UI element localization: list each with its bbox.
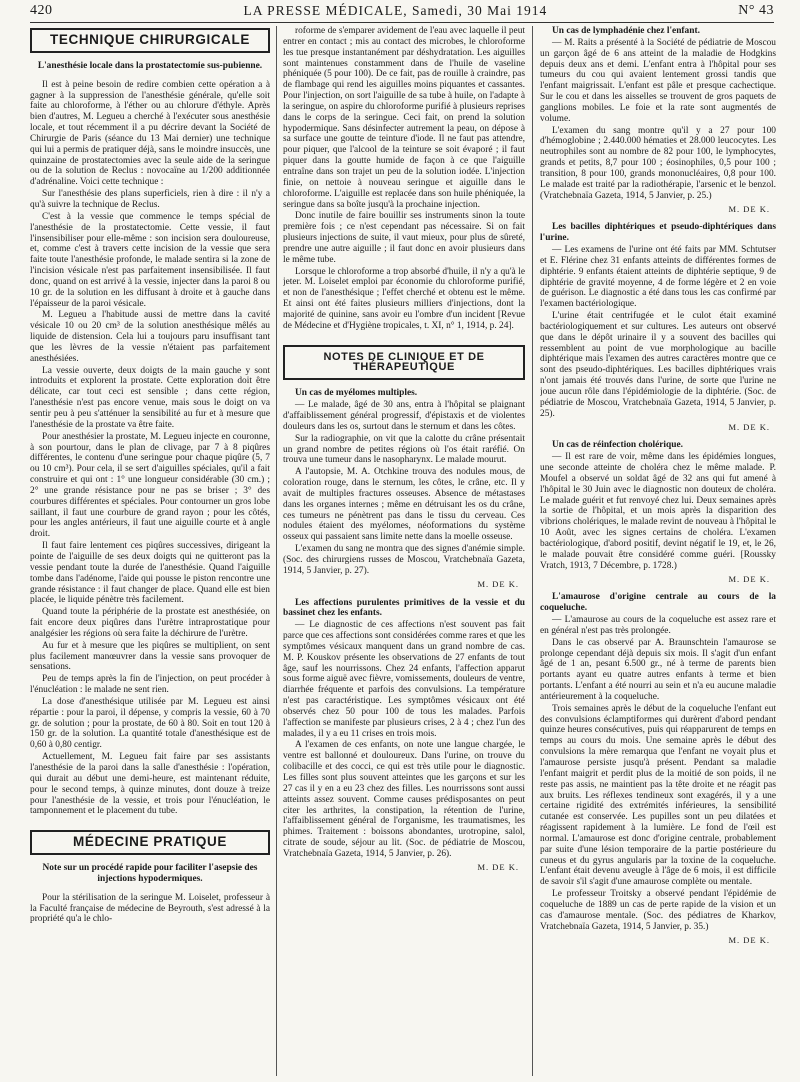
paragraph: — M. Raits a présenté à la Société de pédiatrie de Moscou un garçon âgé de 6 ans atteint de la maladie de Hodgkins depuis deux ans et demi. L'enfant entra à l'hôpital pour ses tumeurs du cou qui avaient lentement grossi tandis que l'enfant maigrissait. L'enfant est pâle et presque cachectique. Sur le cou et dans les aisselles se trouvent de gros paquets de ganglions mobiles. Le foie et la rate sont augmentés de volume. [540,37,776,124]
article-body [283,26,525,332]
article-body [283,400,525,577]
paragraph: Donc inutile de faire bouillir ses instruments sinon la toute première fois ; ce n'est cependant pas nécessaire. Si on fait plusieurs injections de suite, il vaut mieux, pour plus de sûreté, prendre une autre aiguille ; il faut donc en avoir plusieurs dans le même tube. [283,211,525,265]
paragraph: roforme de s'emparer avidement de l'eau avec laquelle il peut entrer en contact ; mis au contact des microbes, le chloroforme les tue presque instantanément par déshydratation. Les aiguilles sont maintenues constamment dans de l'huile de vaseline phéniquée (5 pour 100). De ce fait, pas de rouille à craindre, pas de flambage qui rend les aiguilles moins piquantes et cassantes. Pour l'injection, on sort l'aiguille de sa tube à huile, on l'adapte à la seringue, on aspire du chloroforme purifié à plusieurs reprises dans le corps de la seringue. Ceci fait, on prend la solution hypodermique. Sans désinfecter autrement la peau, on dépose à sa surface une goutte de teinture d'iode. Il ne faut pas attendre, pour piquer, que l'alcool de la teinture se soit évaporé ; il faut piquer dans la goutte humide de façon à ce que l'aiguille entraîne dans son trajet un peu de la solution iodée. L'injection finie, on nettoie à nouveau seringue et aiguille dans le chloroforme. L'aiguille est replacée dans son huile phéniquée, la seringue dans sa boîte jusqu'à la prochaine injection. [283,26,525,210]
column-1 [30,26,270,1076]
paragraph: Il faut faire lentement ces piqûres successives, dirigeant la pointe de l'aiguille de ses deux doigts qui ne quitteront pas la vessie pendant toute la durée de l'anesthésie. Quand l'aiguille tombe dans l'adénome, l'aide qui pousse le piston rencontre une grande résistance : il faut changer de place. Quand elle est bien placée, le liquide pénètre très facilement. [30,541,270,606]
article-run-in-title: Un cas de lymphadénie chez l'enfant. [552,26,700,36]
author-signature: M. DE K. [728,934,770,945]
paragraph: — L'amaurose au cours de la coqueluche est assez rare et en général n'est pas très prolongée. [540,615,776,636]
paragraph: Pour la stérilisation de la seringue M. Loiselet, professeur à la Faculté française de médecine de Beyrouth, s'est adressé à la propriété qu'a le chlo- [30,892,270,925]
column-3 [540,26,776,1076]
column-divider [532,26,533,1076]
paragraph: La dose d'anesthésique utilisée par M. Legueu est ainsi répartie : pour la paroi, il dépense, y compris la vessie, 60 à 70 gr. de solution ; pour la prostate, de 60 à 80. Soit en tout 120 à 150 gr. de la solution. La quantité totale d'anesthésique est de 0,60 à 0,80 centigr. [30,696,270,751]
paragraph: — Le malade, âgé de 30 ans, entra à l'hôpital se plaignant d'affaiblissement général progressif, d'épistaxis et de violentes douleurs dans les os, surtout dans le sternum et dans les côtes. [283,400,525,432]
author-signature: M. DE K. [728,203,770,214]
issue-number: N° 43 [738,3,774,18]
article-run-in-title: Un cas de myélomes multiples. [295,388,418,399]
article-run-in-title: L'amaurose d'origine centrale au cours de la coqueluche. [540,592,776,614]
article-title: Note sur un procédé rapide pour faciliter l'asepsie des injections hypodermiques. [42,863,258,884]
paragraph: Trois semaines après le début de la coqueluche l'enfant eut des convulsions éclamptiformes qui durèrent d'abord pendant quinze heures consécutives, puis qui réapparurent de temps en temps au cours du mois. Une semaine après le début des convulsions la mère remarqua que l'enfant ne voyait plus et l'amaurose persiste jusqu'à présent. Pendant sa maladie l'enfant maigrit et perdit plus de la moitié de son poids, il ne reste pas assis, ne maintient pas la tête droite et ne réagit pas aux bruits. Les réflexes tendineux sont exagérés, il y a une certaine rigidité des extrémités inférieures, la sensibilité cutanée est conservée. Les pupilles sont un peu dilatées et réagissent rapidement à la lumière. Le fond de l'œil est normal. L'amaurose est donc d'origine centrale, probablement par suite d'une lésion temporaire de la partie postérieure du cuneus et du gyrus angularis par la toxine de la coqueluche. L'enfant était devenu aveugle à l'âge de 6 mois, il est difficile de savoir s'il s'agit d'une amaurose complète ou mentale. [540,703,776,888]
author-signature: M. DE K. [477,578,519,589]
column-2 [283,26,525,1076]
article-body [30,893,270,926]
article-body [283,620,525,860]
article-body [30,80,270,818]
paragraph: Sur la radiographie, on vit que la calotte du crâne présentait un grand nombre de petites régions où l'os était raréfié. On trouva une tumeur dans le nasopharynx. Le malade mourut. [283,433,525,466]
article-run-in-title: Les bacilles diphtériques et pseudo-diphtériques dans l'urine. [540,222,776,244]
article-title: L'anesthésie locale dans la prostatectomie sus-pubienne. [37,60,263,71]
paragraph: La vessie ouverte, deux doigts de la main gauche y sont introduits et explorent la prostate. Cette exploration doit être délicate, car tout ceci est sensible ; dans cette région, l'anesthésie n'est pas encore venue, mais sous le doigt on va sentir peu à peu s'atténuer la sensibilité au fur et à mesure que l'anesthésie de la prostate va être faite. [30,365,270,430]
section-title: TECHNIQUE CHIRURGICALE [30,28,270,53]
paragraph: — Le diagnostic de ces affections n'est souvent pas fait parce que ces affections sont considérées comme rares et que les symptômes vésicaux manquent dans un grand nombre de cas. M. P. Kouskov présente les observations de 27 enfants de tout âge, sauf les nourrissons. Chez 24 enfants, l'affection apparut sous forme aiguë avec fièvre, vomissements, douleurs de ventre, diarrhée fréquente et parfois des convulsions. La température n'est pas caractéristique. Les symptômes vésicaux ont été observés chez 50 pour 100 de tous les malades. Parfois l'affection se manifeste par plusieurs crises, 2 à 4 ; chez l'un des malades, il y a eu 11 crises en trois mois. [283,620,525,739]
article-run-in-title: Les affections purulentes primitives de la vessie et du bassinet chez les enfants. [283,597,525,619]
paragraph: Il est à peine besoin de redire combien cette opération a à gagner à la suppression de l'anesthésie générale, qu'elle soit faite au chloroforme, à l'éther ou au chlorure d'éthyle. Après bien d'autres, M. Legueu a cherché à l'exécuter sous anesthésie locale, et tout récemment il a pu décrire devant la Société de Chirurgie de Paris (séance du 13 Mai dernier) une technique qui lui a permis de pratiquer déjà, sans le moindre insuccès, une quinzaine de prostatectomies avec la seule aide de la seringue ou de la solution de Reclus : novocaïne au 1/200 additionnée d'adrénaline. Voici cette technique : [30,79,270,188]
paragraph: C'est à la vessie que commence le temps spécial de l'anesthésie de la prostatectomie. Cette vessie, il faut l'insensibiliser pour elle-même : son incision sera douloureuse, et, comme c'est à travers cette incision de la vessie que sera faite toute l'anesthésie profonde, le malade sentira si la zone de l'incision vésicale n'est pas parfaitement insensibilisée. Il faut donc, quand on est arrivé à la vessie, injecter dans la paroi 8 ou 10 gr. de la solution en les diffusant à droite et à gauche dans l'épaisseur de la paroi vésicale. [30,211,270,309]
author-signature: M. DE K. [477,861,519,872]
author-signature: M. DE K. [728,421,770,432]
page-number: 420 [30,3,53,18]
paragraph: Le professeur Troitsky a observé pendant l'épidémie de coqueluche de 1889 un cas de perte rapide de la vision et un cas d'amaurose mentale. (Soc. des pédiatres de Kharkov, Vratchebnaïa Gazeta, 1914, 5 Janvier, p. 35.) [540,889,776,932]
paragraph: Au fur et à mesure que les piqûres se multiplient, on sent plus facilement manœuvrer dans la vessie sans provoquer de sensations. [30,640,270,673]
article-body [540,615,776,932]
article-body [540,38,776,202]
paragraph: M. Legueu a l'habitude aussi de mettre dans la cavité vésicale 10 ou 20 cm³ de la solution anesthésique mêlés au liquide de distension. Cela lui a toujours paru insuffisant tant que les lèvres de la vessie n'étaient pas parfaitement anesthésiées. [30,310,270,364]
section-title: NOTES DE CLINIQUE ET DE THÉRAPEUTIQUE [283,345,525,381]
paragraph: Dans le cas observé par A. Braunschtein l'amaurose se prolonge cependant déjà depuis six mois. Il s'agit d'un enfant âgé de 1 an, pesant 6.500 gr., né à terme de parents bien portants ayant eu quatre autres enfants à terme et bien portants. L'enfant a été nourri au sein et n'a eu aucune maladie antérieurement à la coqueluche. [540,637,776,702]
column-divider [276,26,277,1076]
paragraph: A l'autopsie, M. A. Otchkine trouva des nodules mous, de coloration rouge, dans le sternum, les côtes, le crâne, etc. Il y avait de multiples fractures osseuses. Absence de métastases dans les organes internes ; même en détruisant les os du crâne, ces tumeurs ne pénètrent pas dans le tissu du cerveau. Ces nodules étaient des myélomes, néoformations du système osseux qui passaient sans limite nette dans la moelle osseuse. [283,467,525,543]
article-body [540,452,776,571]
paragraph: — Il est rare de voir, même dans les épidémies longues, une seconde atteinte de choléra chez le même malade. P. Moufel a observé un soldat âgé de 32 ans qui fut amené à l'hôpital le 30 Juin avec le diagnostic non douteux de choléra. Le malade guérit et fut renvoyé chez lui. Deux semaines après la sortie de l'hôpital, et un mois après la disparition des vibrions cholériques, le malade revint de nouveau à l'hôpital le 10 Août, avec les signes certains de choléra. L'examen bactériologique, d'abord positif, devint négatif le 19, et, le 26, le malade pouvait être considéré comme guéri. [Roussky Vratch, 1913, 7 Décembre, p. 1728.) [540,452,776,571]
author-signature: M. DE K. [728,573,770,584]
paragraph: Lorsque le chloroforme a trop absorbé d'huile, il n'y a qu'à le jeter. M. Loiselet emploi par économie du chloroforme purifié, et non de l'anesthésique ; l'effet cherché et obtenu est le même. Et ainsi ont été faites plusieurs milliers d'injections, dont la majorité de quinine, sans avoir eu l'ombre d'un incident [Revue de Médecine et d'Hygiène tropicales, t. XI, n° 1, 1914, p. 24]. [283,266,525,331]
paragraph: L'examen du sang montre qu'il y a 27 pour 100 d'hémoglobine ; 2.440.000 hématies et 28.000 leucocytes. Les neutrophiles sont au nombre de 82 pour 100, le lymphocytes, grands et petits, 8,7 pour 100 ; éosinophiles, 0,5 pour 100 ; transition, 8 pour 100, grands mononucléaires, 0,8 pour 100. Le malade est traité par la radiothérapie, l'arsenic et le benzol. (Vratchebnaïa Gazeta, 1914, 5 Janvier, p. 25.) [540,125,776,201]
page-header [30,2,774,20]
header-rule [30,22,774,23]
paragraph: Sur l'anesthésie des plans superficiels, rien à dire : il n'y a qu'à suivre la technique de Reclus. [30,189,270,210]
section-title: MÉDECINE PRATIQUE [30,830,270,855]
paragraph: Actuellement, M. Legueu fait faire par ses assistants l'anesthésie de la paroi dans la salle d'anesthésie : l'opération, qui durait au début une demi-heure, est maintenant réduite, pour le second temps, à quinze minutes, dont douze à treize pour l'anesthésie de la vessie, et trois pour l'énucléation, le tamponnement et le placement du tube. [30,752,270,817]
paragraph: Pour anesthésier la prostate, M. Legueu injecte en couronne, à son pourtour, dans le plan de clivage, par 7 à 8 piqûres différentes, le contenu d'une seringue pour chaque piqûre (5, 7 ou 10 cm³). Pour cela, il se sert d'aiguilles spéciales, qu'il a fait construire et qui ont : 1° une longueur considérable (30 cm.) ; 2° une grande résistance pour ne pas se briser ; 3° des courbures différentes et spéciales. Pour contourner un gros lobe saillant, il faut une courbure de grand rayon ; pour les côtés, pour les angles antérieurs, il faut une aiguille courte et à angle droit. [30,431,270,540]
article-run-in-title: Un cas de réinfection cholérique. [552,440,683,451]
paragraph: Quand toute la périphérie de la prostate est anesthésiée, on fait encore deux piqûres dans l'urètre intraprostatique pour analgésier les régions où sera faite la déchirure de l'urètre. [30,607,270,639]
journal-title: LA PRESSE MÉDICALE, Samedi, 30 Mai 1914 [243,3,548,18]
article-body [540,245,776,420]
paragraph: Peu de temps après la fin de l'injection, on peut procéder à l'énucléation : le malade ne sent rien. [30,674,270,696]
paragraph: A l'examen de ces enfants, on note une langue chargée, le ventre est ballonné et douloureux. Dans l'urine, on trouve du colibacille et des cocci, ce qui est très utile pour le diagnostic. Les filles sont plus souvent atteintes que les garçons et sur les 27 cas il y en a eu 23 chez des filles. Les nourrissons sont aussi atteints assez souvent. Comme causes prédisposantes on peut citer les arthrites, la constipation, la rétention de l'urine, l'affaiblissement général de l'organisme, les traumatismes, les phimes. Traitement : boissons abondantes, urotropine, salol, citrate de soude, séjour au lit. (Soc. de pédiatrie de Moscou, Vratchebnaïa Gazeta, 1914, 5 Janvier, p. 26). [283,740,525,859]
paragraph: L'examen du sang ne montra que des signes d'anémie simple. (Soc. des chirurgiens russes de Moscou, Vratchebnaïa Gazeta, 1914, 5 Janvier, p. 27). [283,544,525,576]
paragraph: L'urine était centrifugée et le culot était examiné bactériologiquement et sur cultures. Les auteurs ont observé que dans le dépôt urinaire il y a souvent des bacilles qui ressemblent au point de vue morphologique au bacille diphtérique mais l'examen des autres caractères montre que ce sont des pseudo-diphtériques. Les bacilles diphtériques vrais n'ont jamais été trouvés dans l'urine, de sorte que l'urine ne joue aucun rôle dans l'épidémiologie de la diphtérie. (Soc. de pédiatrie de Moscou, Vratchebnaïa Gazeta, 1914, 5 Janvier, p. 25). [540,311,776,419]
paragraph: — Les examens de l'urine ont été faits par MM. Schtutser et E. Flérine chez 31 enfants atteints de différentes formes de diphtérie. 9 enfants étaient atteints de diphtérie septique, 9 de diphtérie de gravité moyenne, 4 de forme légère et 2 en voie de guérison. Le diagnostic a été dans tous les cas confirmé par l'examen bactériologique. [540,245,776,310]
